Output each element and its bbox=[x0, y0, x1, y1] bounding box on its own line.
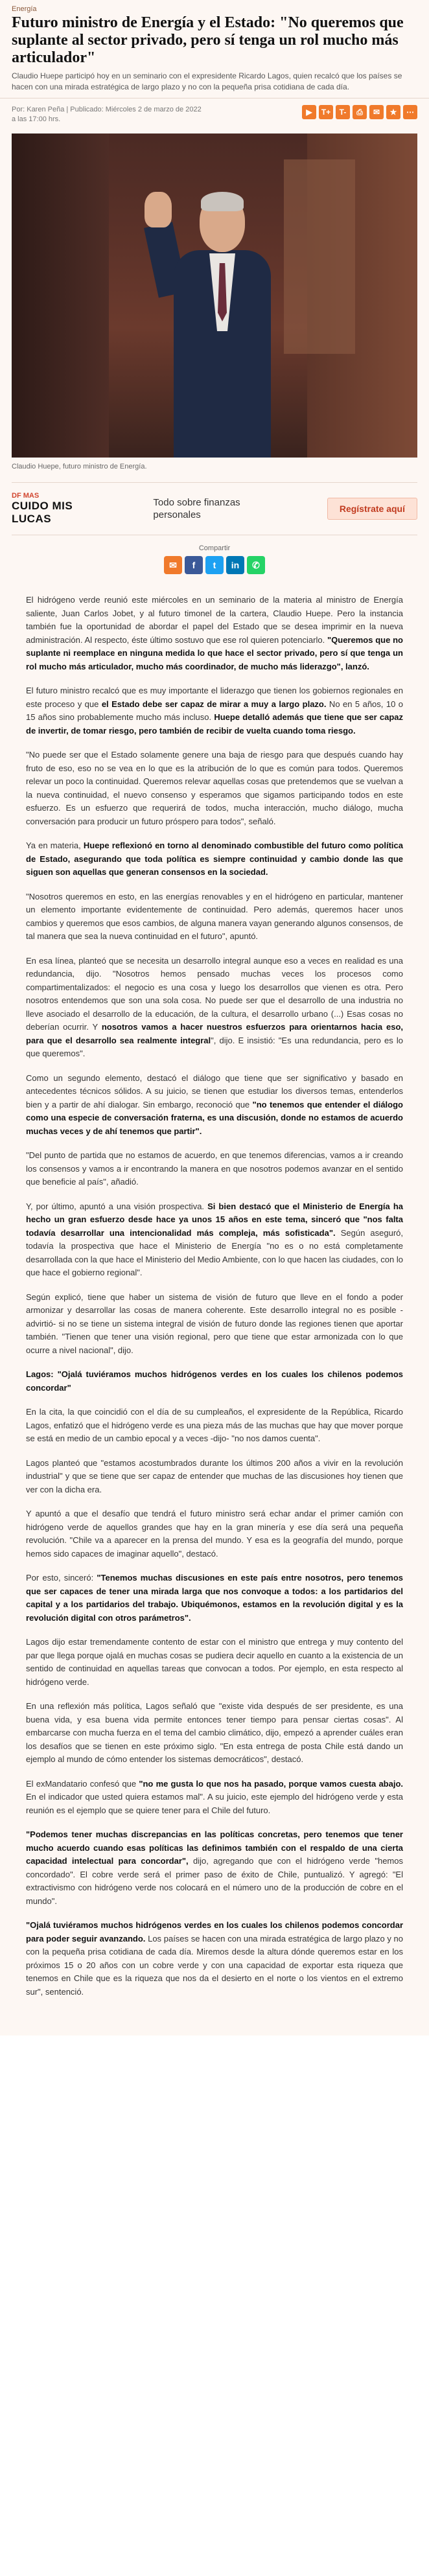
meta-bar bbox=[0, 98, 429, 130]
article-paragraph bbox=[26, 839, 403, 879]
paragraph-text: Lagos planteó que "estamos acostumbrados durante los últimos 200 años a vivir en la revolución industrial" y que se tiene que ser capaz de entender que muchas de las discusiones hoy tienen que ver con la dicha era. bbox=[26, 1457, 403, 1494]
byline: Por: Karen Peña | Publicado: Miércoles 2 de marzo de 2022 a las 17:00 hrs. bbox=[12, 106, 202, 123]
paragraph-text: En el indicador que usted quiera estamos mal". A su juicio, este ejemplo del hidrógeno verde y esta reunión es el ejemplo que se quiere tener para el Chile del futuro. bbox=[26, 1792, 403, 1815]
photo-caption: Claudio Huepe, futuro ministro de Energía. bbox=[12, 463, 147, 470]
paragraph-text: Como un segundo elemento, destacó el diálogo que tiene que ser significativo y basado en antecedentes técnicos sólidos. A su juicio, se tienen que estudiar los diversos temas, entenderlos bien y a partir de ahí dialogar. Sin embargo, reconoció que bbox=[26, 1073, 403, 1109]
twitter-share-icon[interactable]: t bbox=[205, 556, 224, 574]
article-paragraph bbox=[26, 955, 403, 1061]
bold-text: "Tenemos muchas discusiones en este país entre nosotros, pero tenemos que ser capaces de tener una mirada larga que nos convoque a todos: a los partidarios del capital y a los partidarios del trabajo. Ubiquémonos, estamos en la revolución digital y es la revolución digital con otros parámetros". bbox=[26, 1573, 403, 1623]
promo-banner bbox=[12, 482, 417, 535]
paragraph-text: Ya en materia, bbox=[26, 841, 84, 850]
paragraph-text: ", dijo. E insistió: "Es una redundancia, pero es lo que queremos". bbox=[26, 1035, 403, 1058]
bold-text: "no tenemos que entender el diálogo como una especie de conversación fraterna, es una discusión, donde no estamos de acuerdo muchas veces y de ahí tenemos que partir". bbox=[26, 1099, 403, 1136]
paragraph-text: "No puede ser que el Estado solamente genere una baja de riesgo para que después cuando hay fruto de eso, eso no se vea en lo que es la atribución de lo que es común para todos. Queremos relevar un poco la continuidad. Queremos relevar aquellas cosas que pretendemos que se vuelvan a la nueva continuidad, el nuevo consenso y esperamos que sigamos participando todos en este esfuerzo. Es un esfuerzo que requerirá de todos, mucha interacción, mucho diálogo, mucha conversación para producir un futuro próspero para todos", señaló. bbox=[26, 750, 403, 826]
article-paragraph bbox=[26, 1149, 403, 1189]
article-paragraph bbox=[26, 1919, 403, 1999]
paragraph-text: Por esto, sinceró: bbox=[26, 1573, 97, 1583]
bold-text: Huepe detalló además que tiene que ser capaz de invertir, de tomar riesgo, pero también de recibir de vuelta cuando toma riesgo. bbox=[26, 712, 403, 736]
paragraph-text: "Del punto de partida que no estamos de acuerdo, en que tenemos diferencias, vamos a ir creando los consensos y vamos a ir encontrando la manera en que nosotros podemos avanzar en el sentido que beneficie al país", añadió. bbox=[26, 1150, 403, 1187]
linkedin-share-icon[interactable]: in bbox=[226, 556, 244, 574]
promo-logo-line2: CUIDO MIS LUCAS bbox=[12, 500, 73, 525]
article-paragraph bbox=[26, 594, 403, 673]
article-headline: Futuro ministro de Energía y el Estado: "No queremos que suplante al sector privado, pero sí tenga un rol mucho más articulador" bbox=[12, 14, 404, 66]
article-paragraph bbox=[26, 684, 403, 737]
paragraph-text: El exMandatario confesó que bbox=[26, 1778, 139, 1789]
text-larger-icon[interactable]: T+ bbox=[319, 105, 333, 119]
paragraph-text: Y apuntó a que el desafío que tendrá el futuro ministro será echar andar el primer camión con hidrógeno verde de aquellos grandes que hay en la gran minería y ese día será una pequeña revolución. "Chile va a aparecer en la prensa del mundo. Y esa es la geografía del mundo, porque hemos sido capaces de imaginar aquello", destacó. bbox=[26, 1509, 403, 1559]
article-paragraph bbox=[26, 1572, 403, 1625]
paragraph-text: Y, por último, apuntó a una visión prospectiva. bbox=[26, 1201, 208, 1211]
bold-text: el Estado debe ser capaz de mirar a muy a largo plazo. bbox=[101, 699, 327, 709]
article-paragraph bbox=[26, 1200, 403, 1280]
article-body bbox=[0, 581, 429, 1999]
paragraph-text: En una reflexión más política, Lagos señaló que "existe vida después de ser presidente, es una buena vida, y esa buena vida permite entonces tener tiempo para pensar ciertas cosas". Al embarcarse con mucha fuerza en el tema del cambio climático, dijo, empezó a aprender cuáles eran los desafíos que se tienen en este próximo siglo. "En esta entrega de posta Chile está dando un ejemplo al mundo de cómo entender los sistemas democráticos", destacó. bbox=[26, 1701, 403, 1764]
toolbar-icons bbox=[302, 105, 417, 119]
article-paragraph bbox=[26, 748, 403, 828]
promo-text: Todo sobre finanzas personales bbox=[153, 497, 240, 520]
bold-text: Lagos: "Ojalá tuviéramos muchos hidrógenos verdes en los cuales los chilenos podemos concordar" bbox=[26, 1369, 403, 1393]
paragraph-text: "Nosotros queremos en esto, en las energías renovables y en el hidrógeno en particular, mantener un elemento importante evidentemente de continuidad. Pero además, queremos hacer unos cambios y queremos que esos cambios, de alguna manera vayan generando algunos consensos, de tal manera que sea la nueva continuidad en el futuro", apuntó. bbox=[26, 891, 403, 941]
article-paragraph bbox=[26, 1507, 403, 1561]
article-paragraph bbox=[26, 1072, 403, 1139]
email-share-icon[interactable]: ✉ bbox=[164, 556, 182, 574]
share-icons bbox=[0, 556, 429, 574]
whatsapp-share-icon[interactable]: ✆ bbox=[247, 556, 265, 574]
paragraph-text: El hidrógeno verde reunió este miércoles en un seminario de la materia al ministro de Energía saliente, Juan Carlos Jobet, y al futuro timonel de la cartera, Claudio Huepe. Pero la instancia también fue la oportunidad de abordar el papel del Estado que se desea imprimir en la nueva administración. Al respecto, éste último sostuvo que ese rol quieren potenciarlo. bbox=[26, 595, 403, 645]
paragraph-text: Los países se hacen con una mirada estratégica de largo plazo y no con la pequeña prisa cotidiana de cada día. Miremos desde la altura dónde queremos estar en los próximos 15 o 20 años con un cobre verde y con una capacidad de exportar esta riqueza que tenemos en Chile que es la riqueza que nos da el desierto en el norte o los vientos en el extremo sur", sentenció. bbox=[26, 1933, 404, 1997]
more-icon[interactable]: ⋯ bbox=[403, 105, 417, 119]
share-label: Compartir bbox=[198, 544, 231, 552]
bold-text: Huepe reflexionó en torno al denominado combustible del futuro como política de Estado, asegurando que toda política es siempre continuidad y cambio donde las que siguen son aquellas que generan consensos en la sociedad. bbox=[26, 841, 403, 877]
share-block bbox=[0, 535, 429, 581]
article-paragraph bbox=[26, 1406, 403, 1446]
print-icon[interactable]: ⎙ bbox=[353, 105, 367, 119]
article-paragraph bbox=[26, 1778, 403, 1818]
paragraph-text: Según aseguró, todavía la prospectiva que hace el Ministerio de Energía "no es o no está completamente desarrollada con la que hace el Ministerio del Medio Ambiente, con lo que hacen las ciudades, con lo que hace el gobierno regional". bbox=[26, 1227, 404, 1277]
play-icon[interactable]: ▶ bbox=[302, 105, 316, 119]
paragraph-text: No en 5 años, 10 o 15 años sino probablemente mucho más incluso. bbox=[26, 699, 403, 722]
paragraph-text: En esa línea, planteó que se necesita un desarrollo integral aunque eso a veces en realidad es una redundancia, dijo. "Nosotros hemos pensado muchas veces los procesos como compartimentalizados: el negocio es una cosa y luego los desarrollos que vienen es otra. Pero nosotros entendemos que son una sola cosa. No puede ser que el desarrollo de una industria no lleve asociado el desarrollo de la educación, de la cultura, el desarrollo urbano (...) Esas cosas no deberían ocurrir. Y bbox=[26, 955, 403, 1032]
bold-text: "Podemos tener muchas discrepancias en las políticas concretas, pero tenemos que tener mucho acuerdo cuando esas políticas las definimos también con el respaldo de una cierta capacidad intelectual para concordar", bbox=[26, 1829, 403, 1866]
paragraph-text: El futuro ministro recalcó que es muy importante el liderazgo que tienen los gobiernos regionales en este proceso y que bbox=[26, 686, 403, 709]
bold-text: Si bien destacó que el Ministerio de Energía ha hecho un gran esfuerzo desde hace ya unos 15 años en este tema, sinceró que "nos falta todavía desarrollar una intencionalidad más compleja, más sofisticada". bbox=[26, 1201, 403, 1238]
bold-text: "Ojalá tuviéramos muchos hidrógenos verdes en los cuales los chilenos podemos concordar para poder seguir avanzando. bbox=[26, 1920, 403, 1944]
promo-logo-line1: DF MAS bbox=[12, 492, 40, 500]
email-icon[interactable]: ✉ bbox=[369, 105, 384, 119]
facebook-share-icon[interactable]: f bbox=[185, 556, 203, 574]
text-smaller-icon[interactable]: T- bbox=[336, 105, 350, 119]
promo-logo bbox=[12, 492, 109, 526]
article-paragraph bbox=[26, 1291, 403, 1358]
article-paragraph bbox=[26, 1636, 403, 1689]
section-label[interactable]: Energía bbox=[12, 5, 37, 13]
register-button[interactable]: Regístrate aquí bbox=[327, 498, 417, 520]
bookmark-icon[interactable]: ★ bbox=[386, 105, 400, 119]
article-photo bbox=[12, 133, 417, 458]
article-paragraph bbox=[26, 1700, 403, 1767]
article-paragraph bbox=[26, 1457, 403, 1497]
article-paragraph bbox=[26, 1368, 403, 1395]
paragraph-text: Según explicó, tiene que haber un sistema de visión de futuro que lleve en el fondo a poder armonizar y desarrollar las cosas de manera coherente. Este desarrollo integral no es posible -advirtió- si no se tiene un sistema integral de visión de futuro donde las regiones tienen que aportar también. "Tienen que tener una visión regional, pero que tiene que estar armonizada con lo que ocurre a nivel nacional", dijo. bbox=[26, 1292, 403, 1355]
bold-text: nosotros vamos a hacer nuestros esfuerzos para orientarnos hacia eso, para que el desarrollo sea realmente integral bbox=[26, 1022, 404, 1045]
paragraph-text: dijo, agregando que con el hidrógeno verde "hemos concordado". El cobre verde será el primer paso de éxito de Chile, puntualizó. Y agregó: "El extractivismo con hidrógeno verde nos colocará en el número uno de la producción de cobre en el mundo". bbox=[26, 1856, 403, 1906]
article-lead: Claudio Huepe participó hoy en un seminario con el expresidente Ricardo Lagos, quien recalcó que los países se hacen con una mirada estratégica de largo plazo y no con la pequeña prisa cotidiana de cada día. bbox=[12, 71, 402, 91]
paragraph-text: En la cita, la que coincidió con el día de su cumpleaños, el expresidente de la República, Ricardo Lagos, enfatizó que el hidrógeno verde es una pieza más de las muchas que hay que mover porque se está en medio de un cambio epocal y a veces -dijo- "no nos damos cuenta". bbox=[26, 1407, 403, 1443]
bold-text: "no me gusta lo que nos ha pasado, porque vamos cuesta abajo. bbox=[139, 1778, 404, 1789]
article-paragraph bbox=[26, 890, 403, 944]
paragraph-text: Lagos dijo estar tremendamente contento de estar con el ministro que entrega y muy contento del par que llega porque ojalá en muchas cosas se pudiera decir aquello en cuanto a la existencia de un sentido de continuidad en aquellas tareas que convocan a todos. Por ejemplo, en esta respecto al hidrógeno verde. bbox=[26, 1637, 403, 1687]
article-paragraph bbox=[26, 1828, 403, 1908]
bold-text: "Queremos que no suplante ni reemplace en ninguna medida lo que hace el sector privado, pero sí que tenga un rol mucho más articulador, mucho más coordinador, de mucho más liderazgo", lanzó. bbox=[26, 634, 403, 671]
